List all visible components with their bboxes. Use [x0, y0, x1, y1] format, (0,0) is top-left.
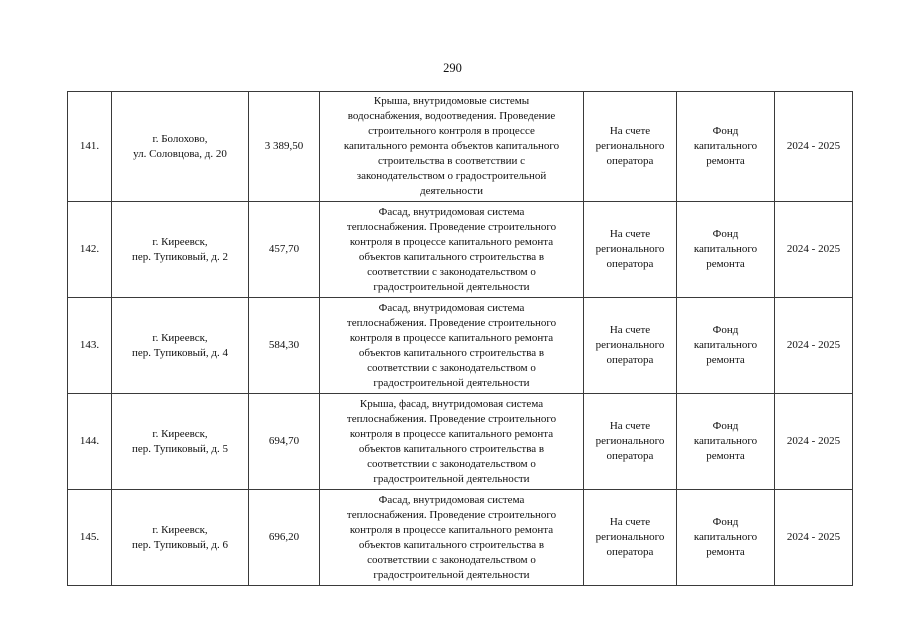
works-line: Крыша, внутридомовые системы [373, 95, 530, 107]
repair-program-table [67, 91, 853, 586]
financing-source-line: регионального [595, 531, 665, 543]
financing-source-line: оператора [606, 258, 654, 270]
fund-line: ремонта [706, 258, 745, 270]
period-cell: 2024 - 2025 [775, 92, 853, 202]
area-cell: 694,70 [249, 394, 320, 490]
financing-source-line: На счете [609, 228, 651, 240]
fund-line: ремонта [706, 450, 745, 462]
works-line: объектов капитального строительства в [358, 250, 545, 263]
works-line: соответствии с законодательством о [367, 553, 536, 566]
works-line: соответствии с законодательством о [367, 361, 536, 374]
works-line: теплоснабжения. Проведение строительного [346, 508, 557, 521]
works-line: Крыша, фасад, внутридомовая система [359, 397, 544, 410]
works-line: соответствии с законодательством о [367, 457, 536, 470]
table-row [68, 202, 853, 298]
address-line: г. Киреевск, [152, 235, 208, 248]
works-line: строительства в соответствии с [377, 155, 525, 167]
works-line: деятельности [420, 185, 483, 197]
works-line: контроля в процессе капитального ремонта [349, 427, 554, 440]
row-number: 142. [68, 202, 112, 298]
financing-source-line: регионального [595, 435, 665, 447]
address-cell [112, 298, 249, 394]
table-row [68, 394, 853, 490]
address-line: пер. Тупиковый, д. 6 [131, 538, 229, 551]
address-line: г. Киреевск, [152, 331, 208, 344]
works-line: Фасад, внутридомовая система [378, 205, 525, 218]
fund-line: ремонта [706, 155, 745, 167]
table-body [68, 92, 853, 586]
address-line: ул. Соловцова, д. 20 [133, 147, 227, 160]
works-line: теплоснабжения. Проведение строительного [346, 412, 557, 425]
period-cell: 2024 - 2025 [775, 202, 853, 298]
table-row [68, 298, 853, 394]
works-line: градостроительной деятельности [373, 280, 530, 293]
works-line: градостроительной деятельности [373, 472, 530, 485]
financing-source-line: На счете [609, 420, 651, 432]
fund-line: Фонд [712, 516, 739, 528]
works-cell [320, 394, 584, 490]
works-line: градостроительной деятельности [373, 376, 530, 389]
works-cell [320, 92, 584, 202]
fund-line: ремонта [706, 354, 745, 366]
works-line: строительного контроля в процессе [368, 125, 535, 137]
works-line: объектов капитального строительства в [358, 346, 545, 359]
financing-source-line: оператора [606, 354, 654, 366]
works-line: водоснабжения, водоотведения. Проведение [347, 110, 556, 122]
financing-source-cell [584, 490, 677, 586]
financing-source-line: На счете [609, 125, 651, 137]
financing-source-line: оператора [606, 450, 654, 462]
address-cell [112, 490, 249, 586]
table-row [68, 490, 853, 586]
address-line: г. Киреевск, [152, 427, 208, 440]
address-line: пер. Тупиковый, д. 2 [131, 250, 229, 263]
period-cell: 2024 - 2025 [775, 394, 853, 490]
area-cell: 457,70 [249, 202, 320, 298]
area-cell: 584,30 [249, 298, 320, 394]
fund-cell [677, 202, 775, 298]
financing-source-cell [584, 394, 677, 490]
period-cell: 2024 - 2025 [775, 298, 853, 394]
address-line: г. Киреевск, [152, 523, 208, 536]
row-number: 141. [68, 92, 112, 202]
financing-source-cell [584, 92, 677, 202]
works-line: градостроительной деятельности [373, 568, 530, 581]
fund-cell [677, 298, 775, 394]
works-line: объектов капитального строительства в [358, 538, 545, 551]
address-line: пер. Тупиковый, д. 5 [131, 442, 229, 455]
works-cell [320, 490, 584, 586]
table-row [68, 92, 853, 202]
fund-cell [677, 92, 775, 202]
fund-line: капитального [693, 243, 758, 255]
fund-cell [677, 490, 775, 586]
fund-line: Фонд [712, 420, 739, 432]
financing-source-line: регионального [595, 339, 665, 351]
works-line: теплоснабжения. Проведение строительного [346, 220, 557, 233]
row-number: 145. [68, 490, 112, 586]
fund-line: капитального [693, 531, 758, 543]
page-number: 290 [443, 61, 462, 75]
row-number: 144. [68, 394, 112, 490]
fund-line: Фонд [712, 228, 739, 240]
fund-line: капитального [693, 140, 758, 152]
financing-source-line: оператора [606, 546, 654, 558]
area-cell: 696,20 [249, 490, 320, 586]
financing-source-cell [584, 298, 677, 394]
financing-source-line: регионального [595, 243, 665, 255]
financing-source-line: На счете [609, 324, 651, 336]
fund-line: капитального [693, 339, 758, 351]
address-cell [112, 394, 249, 490]
fund-line: ремонта [706, 546, 745, 558]
financing-source-line: оператора [606, 155, 654, 167]
address-cell [112, 92, 249, 202]
works-line: объектов капитального строительства в [358, 442, 545, 455]
address-line: г. Болохово, [152, 132, 208, 145]
works-line: контроля в процессе капитального ремонта [349, 331, 554, 344]
address-cell [112, 202, 249, 298]
works-line: законодательством о градостроительной [356, 170, 547, 182]
works-cell [320, 202, 584, 298]
fund-line: Фонд [712, 125, 739, 137]
works-line: контроля в процессе капитального ремонта [349, 235, 554, 248]
fund-line: капитального [693, 435, 758, 447]
period-cell: 2024 - 2025 [775, 490, 853, 586]
row-number: 143. [68, 298, 112, 394]
fund-cell [677, 394, 775, 490]
fund-line: Фонд [712, 324, 739, 336]
financing-source-line: регионального [595, 140, 665, 152]
area-cell: 3 389,50 [249, 92, 320, 202]
works-line: Фасад, внутридомовая система [378, 301, 525, 314]
works-line: соответствии с законодательством о [367, 265, 536, 278]
works-line: контроля в процессе капитального ремонта [349, 523, 554, 536]
financing-source-line: На счете [609, 516, 651, 528]
financing-source-cell [584, 202, 677, 298]
address-line: пер. Тупиковый, д. 4 [131, 346, 229, 359]
works-line: капитального ремонта объектов капитального [343, 140, 560, 152]
works-line: теплоснабжения. Проведение строительного [346, 316, 557, 329]
works-cell [320, 298, 584, 394]
works-line: Фасад, внутридомовая система [378, 493, 525, 506]
